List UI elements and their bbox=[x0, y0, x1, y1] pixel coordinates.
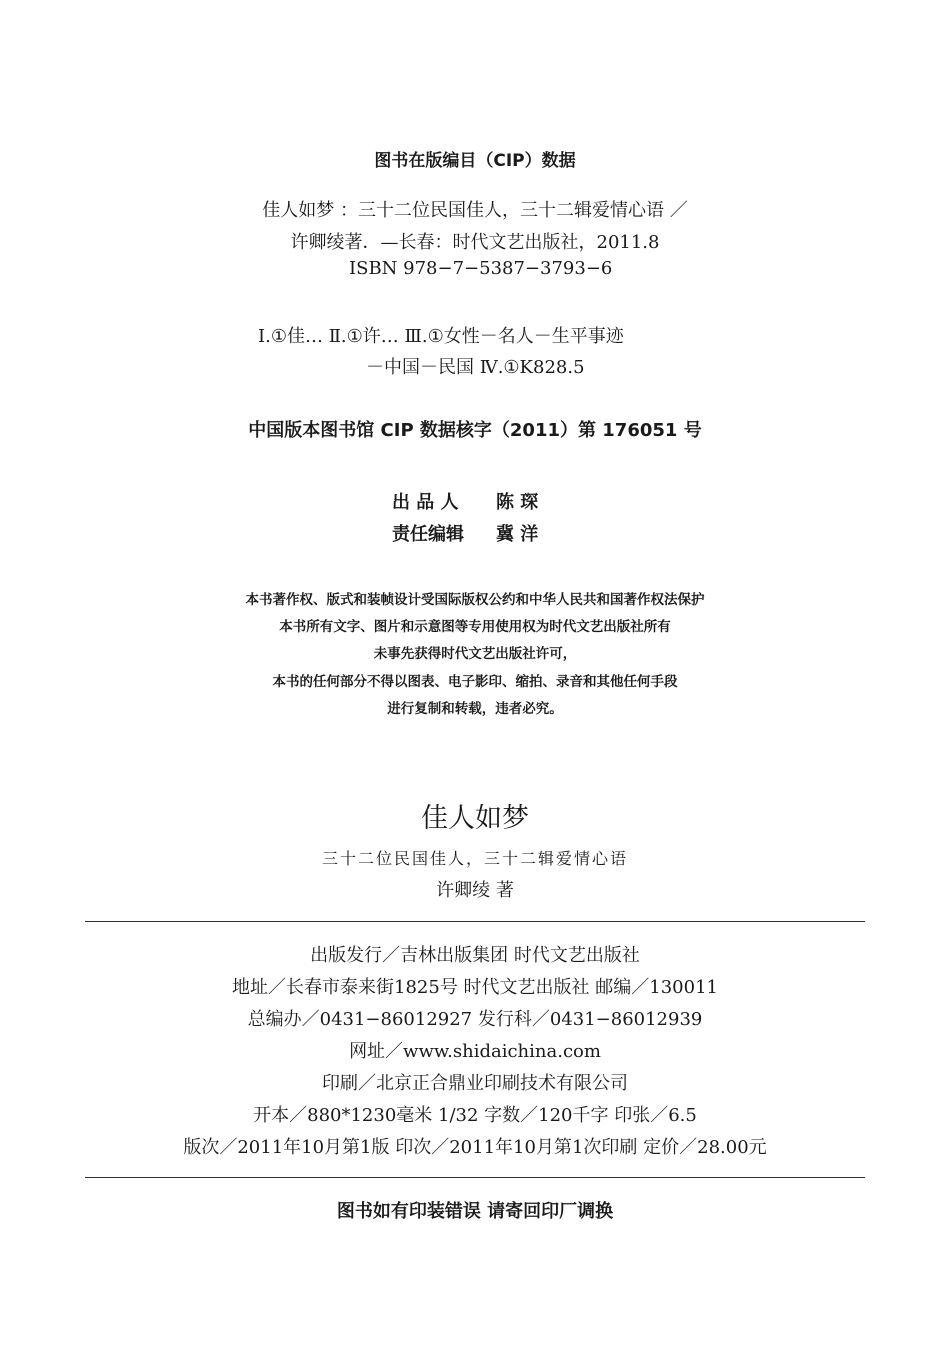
copyright-line: 进行复制和转载，违者必究。 bbox=[387, 701, 563, 717]
phone-line: 总编办／0431−86012927 发行科／0431−86012939 bbox=[247, 1009, 703, 1030]
cip-author-line: 许卿绫著．—长春：时代文艺出版社，2011.8 bbox=[290, 232, 660, 253]
copyright-line: 本书所有文字、图片和示意图等专用使用权为时代文艺出版社所有 bbox=[279, 619, 671, 635]
cip-isbn: ISBN 978−7−5387−3793−6 bbox=[349, 258, 613, 279]
staff-name: 冀 洋 bbox=[496, 524, 539, 545]
staff-row-editor bbox=[0, 520, 950, 544]
copyright-line: 未事先获得时代文艺出版社许可， bbox=[373, 646, 577, 662]
copyright-line: 本书的任何部分不得以图表、电子影印、缩拍、录音和其他任何手段 bbox=[272, 674, 678, 690]
cip-classification-line-2: －中国－民国 Ⅳ.①K828.5 bbox=[366, 357, 585, 378]
format-line: 开本／880*1230毫米 1/32 字数／120千字 印张／6.5 bbox=[253, 1105, 697, 1126]
cip-title-line: 佳人如梦 ：三十二位民国佳人，三十二辑爱情心语 ／ bbox=[262, 200, 688, 221]
book-title: 佳人如梦 bbox=[421, 803, 529, 834]
staff-role: 责任编辑 bbox=[392, 524, 464, 545]
footer-notice: 图书如有印装错误 请寄回印厂调换 bbox=[336, 1201, 614, 1222]
divider-top bbox=[85, 921, 865, 922]
website-line: 网址／www.shidaichina.com bbox=[349, 1041, 601, 1062]
cip-classification-line-1: Ⅰ.①佳… Ⅱ.①许… Ⅲ.①女性－名人－生平事迹 bbox=[258, 326, 624, 347]
address-line: 地址／长春市泰来街1825号 时代文艺出版社 邮编／130011 bbox=[232, 977, 718, 998]
staff-name: 陈 琛 bbox=[496, 492, 539, 513]
staff-row-producer bbox=[0, 488, 950, 512]
edition-line: 版次／2011年10月第1版 印次／2011年10月第1次印刷 定价／28.00元 bbox=[183, 1137, 767, 1158]
publisher-line: 出版发行／吉林出版集团 时代文艺出版社 bbox=[310, 945, 640, 966]
book-subtitle: 三十二位民国佳人，三十二辑爱情心语 bbox=[321, 849, 628, 868]
book-author: 许卿绫 著 bbox=[436, 880, 514, 901]
copyright-line: 本书著作权、版式和装帧设计受国际版权公约和中华人民共和国著作权法保护 bbox=[245, 592, 705, 608]
cip-verification: 中国版本图书馆 CIP 数据核字（2011）第 176051 号 bbox=[248, 420, 702, 441]
printer-line: 印刷／北京正合鼎业印刷技术有限公司 bbox=[322, 1073, 628, 1094]
divider-bottom bbox=[85, 1177, 865, 1178]
staff-role: 出 品 人 bbox=[392, 492, 459, 513]
cip-heading: 图书在版编目（CIP）数据 bbox=[374, 151, 576, 171]
